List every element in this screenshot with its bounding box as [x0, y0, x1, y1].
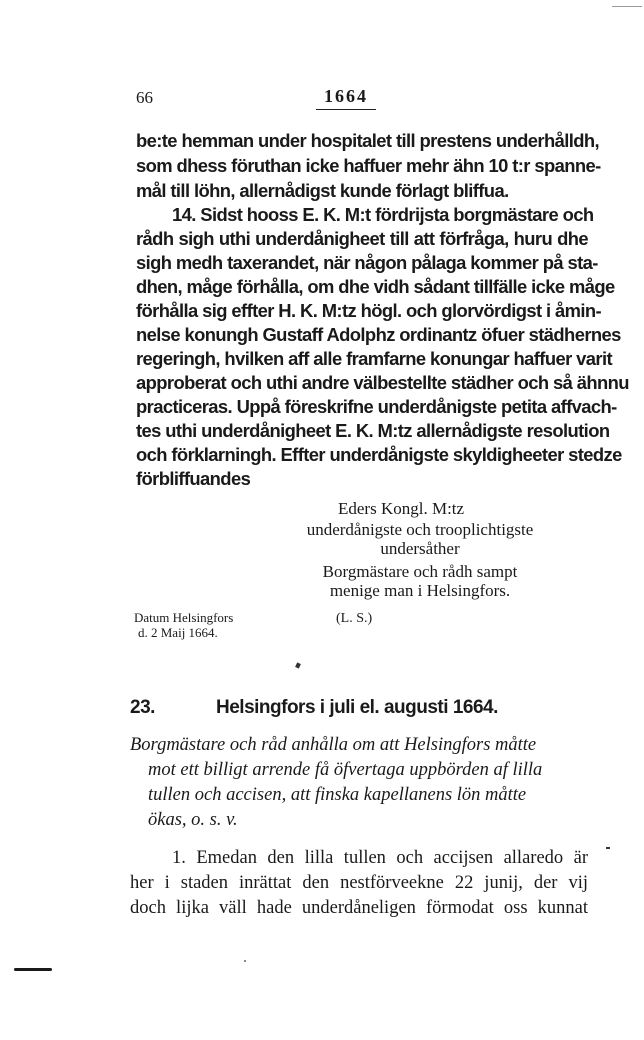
dateline-place: Datum Helsingfors — [134, 610, 234, 625]
text-line: sigh medh taxerandet, när någon pålaga kommer på sta- — [136, 252, 598, 273]
speck-mark — [244, 960, 246, 962]
corner-mark — [612, 6, 642, 7]
text-line: förbliffuandes — [136, 468, 251, 489]
edge-mark — [14, 968, 52, 971]
text-line: approberat och uthi andre välbestellte städher och så ähnnu — [136, 372, 629, 393]
signature-line: menige man i Helsingfors. — [329, 581, 511, 600]
text-line: practiceras. Uppå föreskrifne underdånigste petita affvach- — [136, 396, 617, 417]
signature-line: undersåther — [380, 539, 460, 558]
body-line: her i staden inrättat den nestförveekne 22 junij, der vij — [130, 873, 588, 893]
running-header-year: 1664 — [316, 86, 376, 110]
stray-mark — [295, 662, 301, 668]
signature-line: Eders Kongl. M:tz — [338, 499, 465, 518]
section-number: 23. — [130, 697, 155, 718]
dateline-date: d. 2 Maij 1664. — [138, 625, 218, 640]
seal-mark: (L. S.) — [336, 611, 373, 626]
body-line: 1. Emedan den lilla tullen och accijsen allaredo är — [172, 848, 588, 868]
summary-line: mot ett billigt arrende få öfvertaga uppbörden af lilla — [148, 760, 543, 780]
text-line: mål till löhn, allernådigst kunde förlagt bliffua. — [136, 180, 509, 201]
margin-mark — [606, 847, 610, 849]
body-line: doch lijka väll hade underdåneligen förmodat oss kunnat — [130, 898, 588, 918]
text-line: rådh sigh uthi underdånigheet till att förfråga, huru dhe — [136, 228, 588, 249]
text-line: dhen, måge förhålla, om dhe vidh sådant tillfälle icke måge — [136, 276, 615, 297]
text-line: tes uthi underdånigheet E. K. M:tz allernådigste resolution — [136, 420, 610, 441]
signature-line: underdånigste och trooplichtigste — [306, 520, 534, 539]
text-line: nelse konungh Gustaff Adolphz ordinantz öfuer städhernes — [136, 324, 621, 345]
signature-line: Borgmästare och rådh sampt — [322, 562, 518, 581]
summary-line: ökas, o. s. v. — [148, 810, 238, 830]
section-title: Helsingfors i juli el. augusti 1664. — [216, 697, 498, 718]
text-line: regeringh, hvilken aff alle framfarne konungar haffuer varit — [136, 348, 613, 369]
text-line: 14. Sidst hooss E. K. M:t fördrijsta borgmästare och — [172, 204, 594, 225]
text-line: be:te hemman under hospitalet till prestens underhålldh, — [136, 130, 600, 151]
summary-line: Borgmästare och råd anhålla om att Helsingfors måtte — [130, 735, 537, 755]
text-line: som dhess föruthan icke haffuer mehr ähn 10 t:r spanne- — [136, 155, 601, 176]
text-line: förhålla sig effter H. K. M:tz högl. och glorvördigst i åmin- — [136, 300, 602, 321]
page-number: 66 — [136, 88, 153, 107]
text-line: och förklarningh. Effter underdånigste skyldigheeter stedze — [136, 444, 622, 465]
summary-line: tullen och accisen, att finska kapellanens lön måtte — [148, 785, 527, 805]
